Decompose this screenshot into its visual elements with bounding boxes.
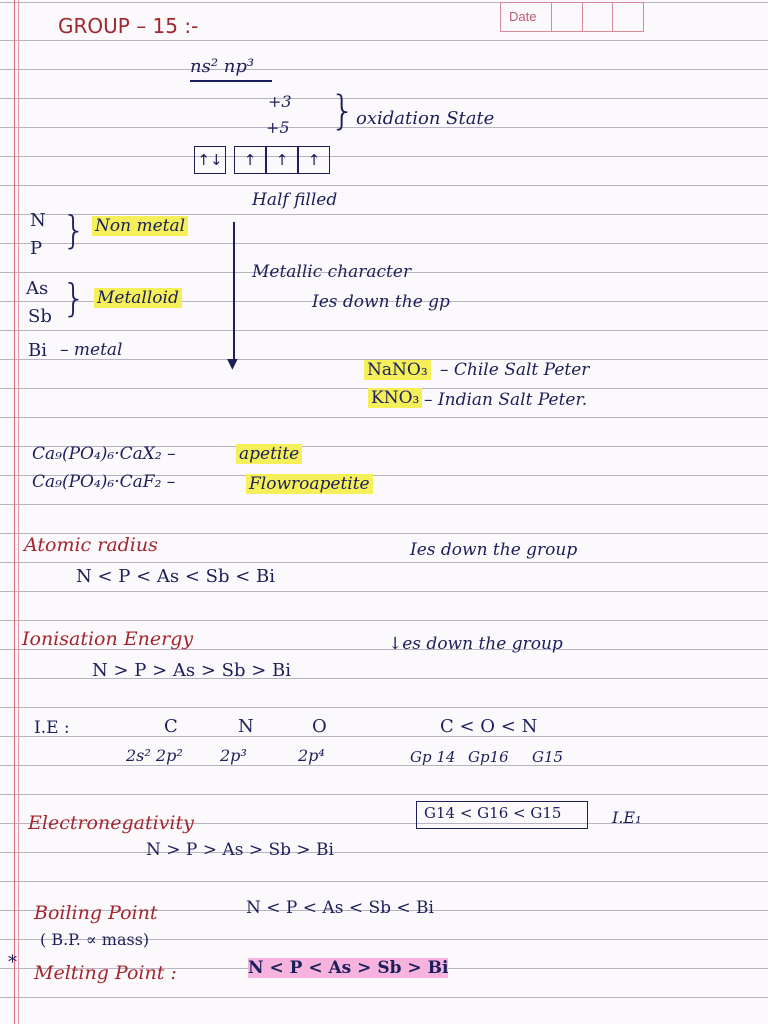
ie-order: C < O < N [440, 716, 538, 737]
apatite-label: apetite [236, 444, 302, 464]
atomic-radius-order: N < P < As < Sb < Bi [76, 566, 276, 587]
n-configuration: 2p³ [220, 746, 247, 765]
boiling-point-note: ( B.P. ∝ mass) [40, 930, 150, 949]
apatite-formula: Ca₉(PO₄)₆·CaX₂ – [32, 444, 176, 464]
metal-label: – metal [60, 340, 123, 360]
o-configuration: 2p⁴ [298, 746, 325, 765]
formula-underline [190, 80, 272, 82]
date-cell [552, 3, 583, 31]
ie-element-C: C [164, 716, 178, 737]
ie-element-N: N [238, 716, 254, 737]
orbital-box-p1: ↑ [234, 146, 266, 174]
group14-label: Gp 14 [410, 748, 456, 766]
orbital-box-p2: ↑ [266, 146, 298, 174]
orbital-boxes [194, 146, 330, 174]
oxidation-plus5: +5 [266, 118, 290, 137]
page-title: GROUP – 15 :- [58, 14, 199, 38]
ie1-label: I.E₁ [612, 808, 642, 827]
group15-label: G15 [532, 748, 564, 766]
ionisation-order: N > P > As > Sb > Bi [92, 660, 292, 681]
element-Sb: Sb [28, 306, 52, 327]
non-metal-label: Non metal [92, 216, 188, 236]
indian-salt-peter: – Indian Salt Peter. [424, 390, 588, 410]
brace-icon: } [62, 208, 87, 252]
fluoroapatite-label: Flowroapetite [246, 474, 373, 494]
margin-line [14, 0, 15, 1024]
metalloid-label: Metalloid [94, 288, 182, 308]
ie-element-O: O [312, 716, 327, 737]
date-cell [583, 3, 614, 31]
nano3-formula: NaNO₃ [364, 360, 431, 380]
atomic-radius-trend: Ies down the group [410, 540, 578, 560]
atomic-radius-heading: Atomic radius [24, 534, 158, 556]
element-N: N [30, 210, 46, 231]
orbital-box-s: ↑↓ [194, 146, 226, 174]
ionisation-energy-heading: Ionisation Energy [22, 628, 194, 650]
date-label: Date [501, 3, 552, 31]
down-arrow-icon: ▼ [227, 356, 238, 372]
element-Bi: Bi [28, 340, 47, 361]
metallic-trend-label: Ies down the gp [312, 292, 450, 312]
metallic-character-label: Metallic character [252, 262, 412, 282]
margin-line-inner [18, 0, 19, 1024]
oxidation-plus3: +3 [268, 92, 292, 111]
date-cell [613, 3, 643, 31]
star-icon: * [8, 952, 17, 973]
orbital-box-p3: ↑ [298, 146, 330, 174]
trend-arrow-line [233, 222, 235, 364]
boiling-point-order: N < P < As < Sb < Bi [246, 898, 434, 918]
ionisation-trend: ↓es down the group [388, 634, 563, 654]
electronegativity-order: N > P > As > Sb > Bi [146, 840, 334, 860]
brace-icon: } [330, 88, 356, 134]
group-order: G14 < G16 < G15 [424, 804, 562, 822]
melting-point-order: N < P < As > Sb > Bi [248, 958, 449, 978]
electronic-configuration: ns² np³ [190, 56, 255, 77]
boiling-point-heading: Boiling Point [34, 902, 158, 924]
element-P: P [30, 238, 43, 259]
group16-label: Gp16 [468, 748, 509, 766]
electronegativity-heading: Electronegativity [28, 812, 194, 834]
ie-label: I.E : [34, 718, 70, 738]
c-configuration: 2s² 2p² [126, 746, 183, 765]
melting-point-heading: Melting Point : [34, 962, 177, 984]
fluoroapatite-formula: Ca₉(PO₄)₆·CaF₂ – [32, 472, 176, 492]
chile-salt-peter: – Chile Salt Peter [440, 360, 590, 380]
kno3-formula: KNO₃ [368, 388, 422, 408]
brace-icon: } [62, 276, 87, 320]
half-filled-label: Half filled [252, 190, 338, 210]
oxidation-state-label: oxidation State [356, 108, 495, 129]
element-As: As [26, 278, 49, 299]
date-box [500, 2, 644, 32]
